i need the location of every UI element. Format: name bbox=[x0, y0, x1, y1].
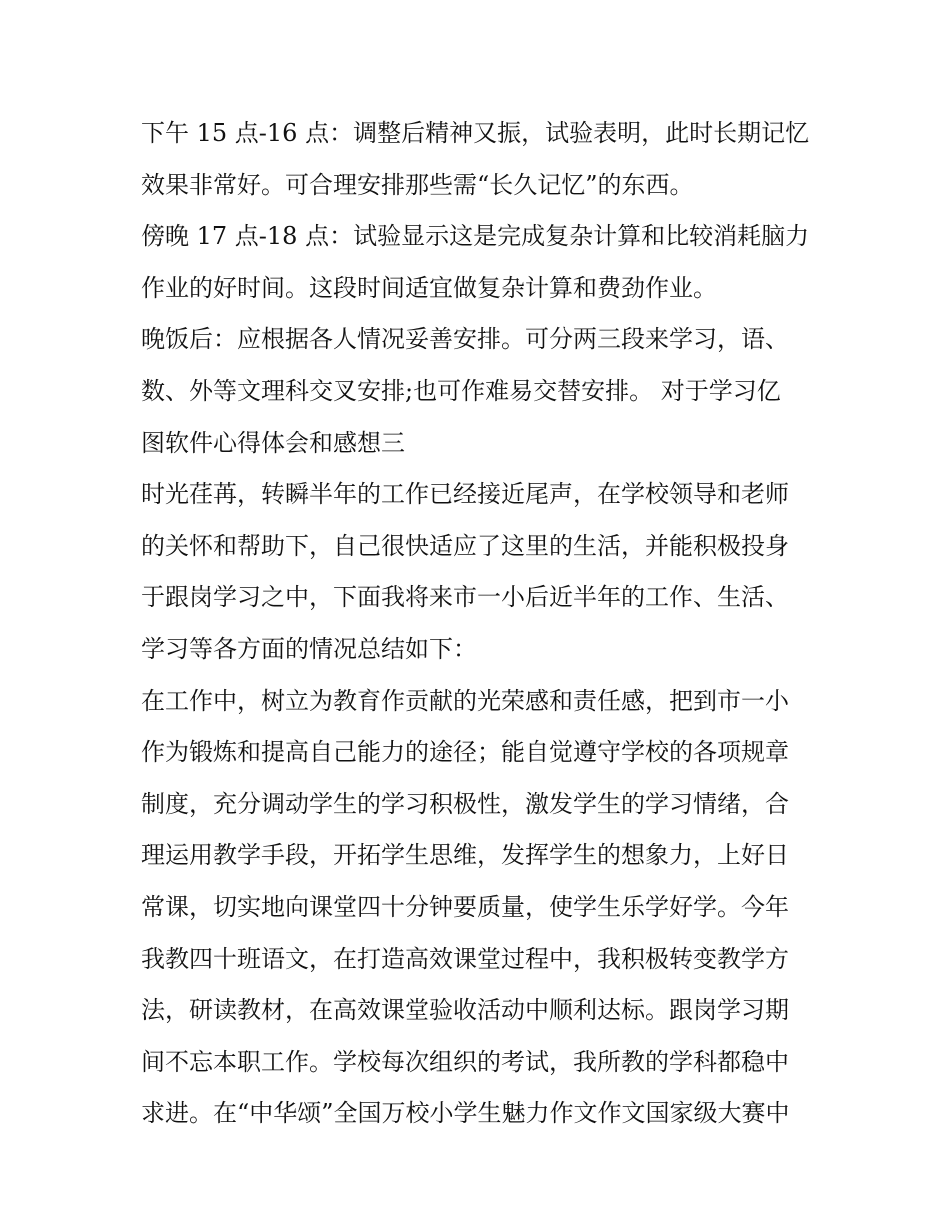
text-line: 在工作中，树立为教育作贡献的光荣感和责任感，把到市一小 bbox=[141, 686, 789, 715]
text-line: 理运用教学手段，开拓学生思维，发挥学生的想象力，上好日 bbox=[141, 841, 789, 870]
text-line: 学习等各方面的情况总结如下： bbox=[141, 634, 477, 663]
text-line: 晚饭后：应根据各人情况妥善安排。可分两三段来学习，语、 bbox=[141, 325, 789, 354]
text-line: 的关怀和帮助下，自己很快适应了这里的生活，并能积极投身 bbox=[141, 531, 789, 560]
text-line: 我教四十班语文，在打造高效课堂过程中，我积极转变教学方 bbox=[141, 944, 789, 973]
text-line: 作业的好时间。这段时间适宜做复杂计算和费劲作业。 bbox=[141, 273, 717, 302]
text-line: 间不忘本职工作。学校每次组织的考试，我所教的学科都稳中 bbox=[141, 1047, 789, 1076]
text-line: 傍晚 17 点-18 点：试验显示这是完成复杂计算和比较消耗脑力 bbox=[141, 222, 810, 251]
text-line: 时光荏苒，转瞬半年的工作已经接近尾声，在学校领导和老师 bbox=[141, 480, 789, 509]
text-line: 效果非常好。可合理安排那些需“长久记忆”的东西。 bbox=[141, 170, 694, 199]
text-line: 作为锻炼和提高自己能力的途径；能自觉遵守学校的各项规章 bbox=[141, 738, 789, 767]
text-line: 于跟岗学习之中，下面我将来市一小后近半年的工作、生活、 bbox=[141, 583, 789, 612]
document-body bbox=[141, 108, 821, 1140]
text-line: 制度，充分调动学生的学习积极性，激发学生的学习情绪，合 bbox=[141, 789, 789, 818]
text-line: 图软件心得体会和感想三 bbox=[141, 428, 405, 457]
text-line: 常课，切实地向课堂四十分钟要质量，使学生乐学好学。今年 bbox=[141, 892, 789, 921]
text-line: 下午 15 点-16 点：调整后精神又振，试验表明，此时长期记忆 bbox=[141, 119, 810, 147]
text-line: 法，研读教材，在高效课堂验收活动中顺利达标。跟岗学习期 bbox=[141, 996, 789, 1025]
text-line: 求进。在“中华颂”全国万校小学生魅力作文作文国家级大赛中 bbox=[141, 1099, 790, 1128]
text-line: 数、外等文理科交叉安排;也可作难易交替安排。 对于学习亿 bbox=[141, 376, 781, 405]
